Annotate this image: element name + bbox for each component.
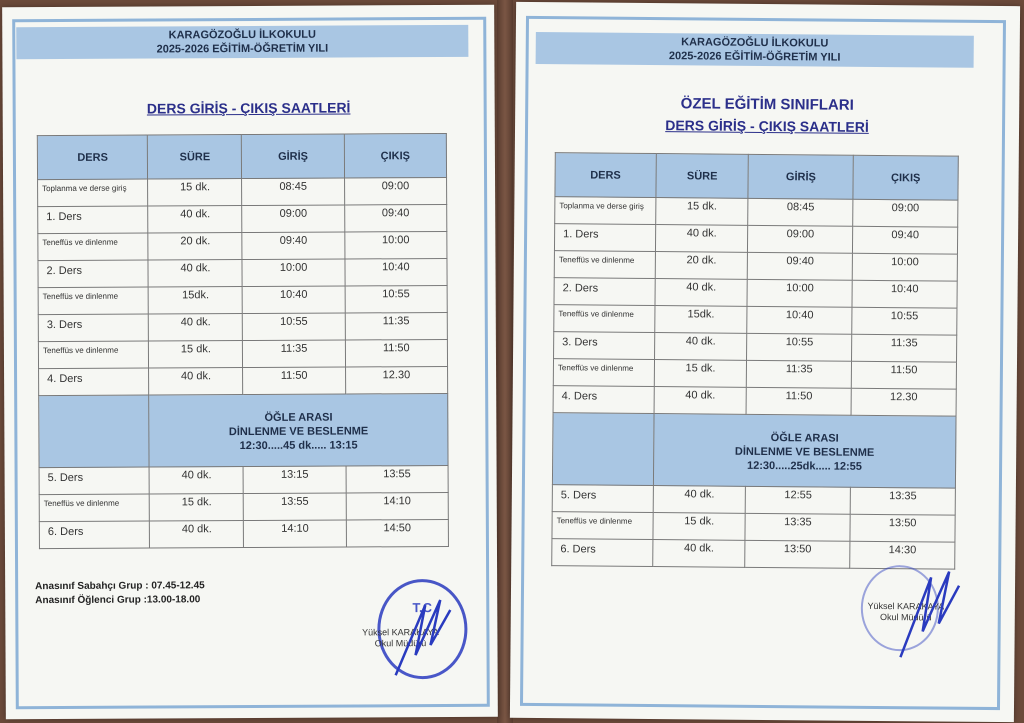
principal-name: Yüksel KARAKAYA: [362, 627, 439, 638]
cell-cikis: 09:00: [344, 177, 446, 205]
table-row: [38, 339, 447, 368]
header-giris: GİRİŞ: [242, 134, 344, 179]
table-row: [38, 177, 447, 206]
cell-ders: 2. Ders: [38, 260, 149, 288]
cell-sure: 40 dk.: [654, 387, 747, 415]
cell-ders: 2. Ders: [554, 278, 655, 306]
special-education-title: ÖZEL EĞİTİM SINIFLARI: [680, 95, 854, 114]
cell-cikis: 10:55: [345, 285, 447, 313]
cell-cikis: 09:00: [853, 199, 958, 227]
cell-giris: 10:40: [747, 306, 852, 334]
header-cikis: ÇIKIŞ: [344, 133, 446, 178]
cell-cikis: 10:00: [852, 253, 957, 281]
lunch-line1: ÖĞLE ARASI: [770, 431, 839, 445]
table-row: [38, 204, 447, 233]
table-row: [38, 231, 447, 260]
table-row: [38, 285, 447, 314]
school-name: KARAGÖZOĞLU İLKOKULU: [168, 28, 316, 42]
school-banner: [536, 32, 974, 68]
principal-title: Okul Müdürü: [374, 638, 427, 649]
cell-sure: 40 dk.: [653, 486, 746, 514]
cell-sure: 40 dk.: [149, 368, 243, 395]
header-sure: SÜRE: [148, 135, 242, 179]
cell-giris: 11:35: [747, 360, 852, 388]
cell-ders: Teneffüs ve dinlenme: [39, 494, 150, 522]
lunch-break-cell: [653, 414, 956, 489]
cell-ders: Toplanma ve derse giriş: [38, 179, 149, 207]
cell-ders: Teneffüs ve dinlenme: [38, 341, 149, 369]
table-row: [554, 332, 957, 363]
cell-sure: 40 dk.: [149, 467, 243, 494]
cell-cikis: 11:35: [852, 334, 957, 362]
cell-giris: 10:40: [243, 286, 345, 314]
table-row: [555, 197, 958, 228]
cell-sure: 15 dk.: [654, 360, 747, 388]
table-row: [39, 465, 448, 494]
schedule-sheet-left: [2, 5, 498, 720]
cell-giris: 08:45: [242, 178, 344, 206]
cell-ders: Teneffüs ve dinlenme: [554, 305, 655, 333]
cell-cikis: 11:35: [345, 312, 447, 340]
table-row: [39, 519, 448, 548]
header-cikis: ÇIKIŞ: [853, 155, 958, 200]
cell-sure: 40 dk.: [655, 225, 748, 253]
table-header-row: [37, 133, 446, 179]
kindergarten-morning-group: Anasınıf Sabahçı Grup : 07.45-12.45: [35, 580, 205, 593]
lunch-break-row: [39, 393, 448, 467]
school-name: KARAGÖZOĞLU İLKOKULU: [681, 36, 829, 50]
lunch-line1: ÖĞLE ARASI: [264, 411, 333, 424]
cell-cikis: 09:40: [344, 204, 446, 232]
cell-sure: 20 dk.: [148, 233, 242, 260]
cell-giris: 11:50: [746, 387, 851, 415]
lunch-line3: 12:30.....45 dk..... 13:15: [239, 438, 358, 452]
cell-giris: 08:45: [748, 198, 853, 226]
lunch-line3: 12:30.....25dk..... 12:55: [746, 459, 863, 473]
cell-cikis: 11:50: [345, 339, 447, 367]
header-ders: DERS: [555, 153, 656, 198]
school-year: 2025-2026 EĞİTİM-ÖĞRETİM YILI: [668, 50, 841, 64]
table-row: [38, 258, 447, 287]
table-row: [553, 359, 956, 390]
cell-cikis: 12.30: [851, 388, 956, 416]
schedule-table: [37, 133, 449, 549]
cell-sure: 15 dk.: [148, 179, 242, 206]
cell-sure: 40 dk.: [654, 333, 747, 361]
school-year: 2025-2026 EĞİTİM-ÖĞRETİM YILI: [156, 42, 329, 56]
table-row: [554, 224, 957, 255]
cell-ders: 6. Ders: [39, 521, 150, 549]
cell-giris: 09:00: [242, 205, 344, 233]
cell-giris: 13:55: [244, 493, 346, 521]
cell-sure: 15dk.: [655, 306, 748, 334]
cell-cikis: 11:50: [851, 361, 956, 389]
cell-ders: 1. Ders: [38, 206, 149, 234]
cell-sure: 40 dk.: [150, 521, 244, 548]
cell-giris: 14:10: [244, 520, 346, 548]
cell-ders: 5. Ders: [39, 467, 150, 495]
cell-sure: 15 dk.: [149, 341, 243, 368]
table-row: [552, 485, 955, 516]
lunch-spacer: [39, 395, 150, 468]
cell-ders: Teneffüs ve dinlenme: [552, 512, 653, 540]
cell-ders: 4. Ders: [553, 386, 654, 414]
school-banner: [16, 25, 468, 59]
cell-giris: 13:35: [745, 513, 850, 541]
cell-cikis: 12.30: [345, 366, 447, 394]
cell-cikis: 13:50: [850, 514, 955, 542]
header-ders: DERS: [37, 135, 148, 180]
cell-cikis: 14:30: [850, 541, 955, 569]
cell-ders: Toplanma ve derse giriş: [555, 197, 656, 225]
cell-giris: 11:35: [243, 340, 345, 368]
cell-sure: 40 dk.: [148, 260, 242, 287]
cell-giris: 09:00: [748, 225, 853, 253]
lunch-line2: DİNLENME VE BESLENME: [228, 424, 369, 438]
cell-giris: 11:50: [243, 367, 345, 395]
cell-ders: 3. Ders: [554, 332, 655, 360]
signature-scribble: [385, 595, 455, 685]
cell-cikis: 10:00: [345, 231, 447, 259]
cell-ders: Teneffüs ve dinlenme: [554, 251, 655, 279]
lunch-break-row: [552, 413, 956, 489]
cell-cikis: 13:35: [850, 487, 955, 515]
principal-name: Yüksel KARAKAYA: [867, 600, 945, 612]
page-title: DERS GİRİŞ - ÇIKIŞ SAATLERİ: [665, 117, 869, 135]
cell-giris: 09:40: [242, 232, 344, 260]
lunch-break-cell: [149, 393, 448, 467]
stamp-text: T.C: [412, 600, 433, 616]
cell-sure: 20 dk.: [655, 252, 748, 280]
schedule-table: [551, 152, 959, 570]
cell-cikis: 10:40: [852, 280, 957, 308]
cell-ders: 1. Ders: [554, 224, 655, 252]
cell-giris: 13:15: [244, 466, 346, 494]
kindergarten-afternoon-group: Anasınıf Öğlenci Grup :13.00-18.00: [35, 594, 201, 607]
principal-title: Okul Müdürü: [879, 612, 932, 623]
lunch-line2: DİNLENME VE BESLENME: [734, 445, 875, 459]
table-row: [39, 492, 448, 521]
cell-cikis: 10:55: [852, 307, 957, 335]
cell-sure: 40 dk.: [148, 206, 242, 233]
cell-sure: 15 dk.: [150, 494, 244, 521]
cell-sure: 40 dk.: [149, 314, 243, 341]
cell-giris: 13:50: [745, 540, 850, 568]
cell-giris: 12:55: [746, 486, 851, 514]
cell-sure: 15dk.: [149, 287, 243, 314]
cell-ders: 3. Ders: [38, 314, 149, 342]
table-row: [39, 366, 448, 395]
page-title: DERS GİRİŞ - ÇIKIŞ SAATLERİ: [146, 99, 351, 117]
schedule-sheet-right: [510, 2, 1020, 722]
table-row: [552, 512, 955, 543]
cell-ders: Teneffüs ve dinlenme: [38, 287, 149, 315]
cell-ders: 5. Ders: [552, 485, 653, 513]
table-row: [554, 305, 957, 336]
cell-cikis: 14:10: [346, 492, 448, 520]
cell-cikis: 14:50: [346, 519, 448, 547]
cell-giris: 10:00: [747, 279, 852, 307]
table-row: [38, 312, 447, 341]
cell-sure: 15 dk.: [655, 198, 748, 226]
table-row: [554, 251, 957, 282]
signature-scribble: [892, 565, 963, 666]
cell-ders: Teneffüs ve dinlenme: [553, 359, 654, 387]
header-giris: GİRİŞ: [748, 154, 853, 199]
header-sure: SÜRE: [656, 154, 749, 199]
cell-giris: 09:40: [748, 252, 853, 280]
cell-ders: 6. Ders: [552, 539, 653, 567]
cell-cikis: 10:40: [345, 258, 447, 286]
table-row: [553, 386, 956, 417]
table-header-row: [555, 153, 958, 201]
cell-sure: 40 dk.: [652, 540, 745, 568]
cell-cikis: 13:55: [346, 465, 448, 493]
cell-sure: 15 dk.: [653, 513, 746, 541]
cell-giris: 10:00: [242, 259, 344, 287]
cell-ders: Teneffüs ve dinlenme: [38, 233, 149, 261]
cell-ders: 4. Ders: [39, 368, 150, 396]
lunch-spacer: [552, 413, 653, 486]
cell-giris: 10:55: [747, 333, 852, 361]
cell-giris: 10:55: [243, 313, 345, 341]
table-row: [554, 278, 957, 309]
cell-cikis: 09:40: [853, 226, 958, 254]
cell-sure: 40 dk.: [655, 279, 748, 307]
